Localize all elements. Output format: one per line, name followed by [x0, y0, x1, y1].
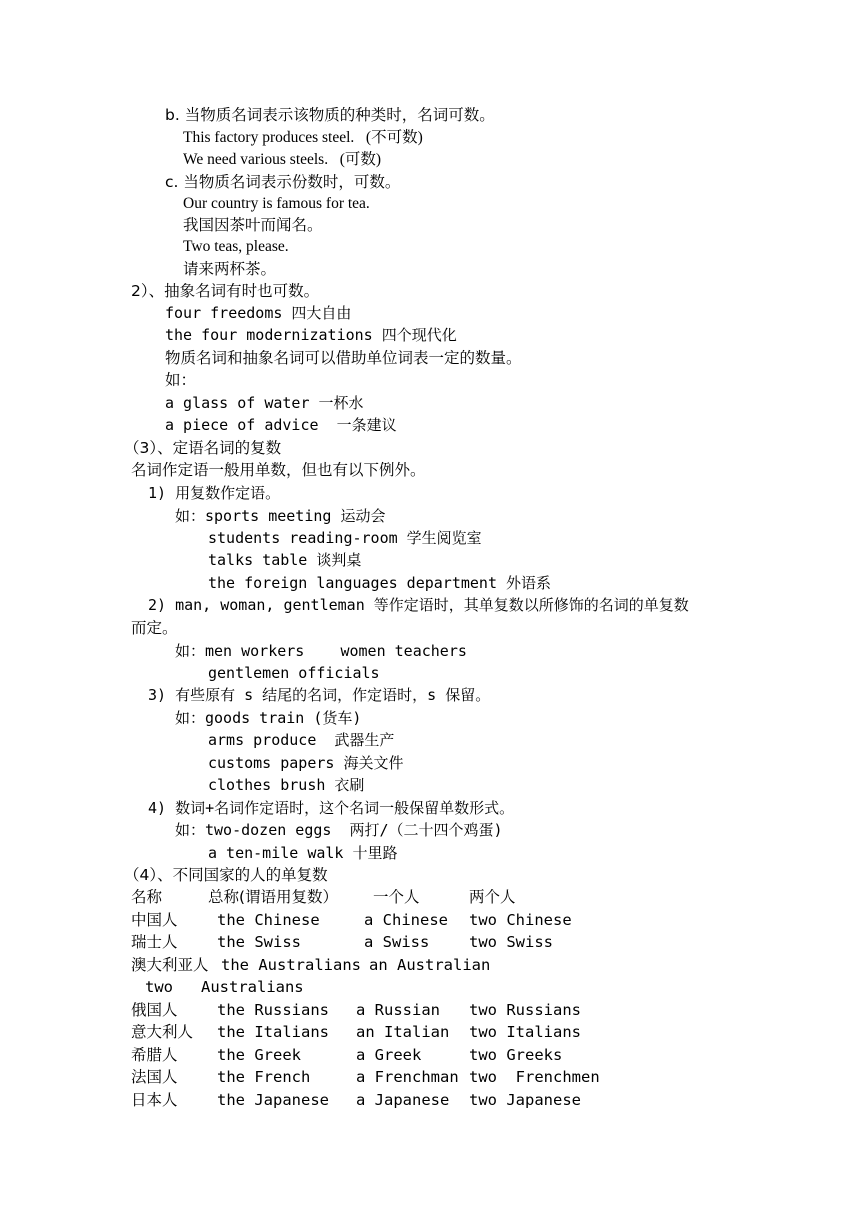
attributive-point-3-example-2: arms produce 武器生产 [208, 731, 395, 749]
nationality-two-persons: two Australians [145, 978, 304, 996]
nationality-two-persons: two Japanese [469, 1091, 581, 1109]
nationality-collective: the Russians [217, 1001, 329, 1019]
attributive-point-3-example-3: customs papers 海关文件 [208, 754, 404, 772]
abstract-example-intro: 如： [165, 371, 197, 389]
column-header-two-persons: 两个人 [469, 888, 516, 906]
attributive-point-4-example-2: a ten-mile walk 十里路 [208, 844, 398, 862]
attributive-point-1-example-3: talks table 谈判桌 [208, 551, 362, 569]
attributive-point-3-example-1: 如：goods train (货车) [175, 709, 362, 727]
nationality-name: 日本人 [131, 1091, 178, 1109]
column-header-collective: 总称(谓语用复数） [208, 888, 339, 906]
nationality-two-persons: two Chinese [469, 911, 572, 929]
nationality-name: 俄国人 [131, 1001, 178, 1019]
material-b-heading: b. 当物质名词表示该物质的种类时，名词可数。 [165, 106, 495, 124]
column-header-one-person: 一个人 [373, 888, 420, 906]
nationality-two-persons: two Frenchmen [469, 1068, 600, 1086]
nationality-name: 澳大利亚人 [131, 956, 209, 974]
nationality-two-persons: two Russians [469, 1001, 581, 1019]
attributive-point-1-example-4: the foreign languages department 外语系 [208, 574, 552, 592]
abstract-example-2: the four modernizations 四个现代化 [165, 326, 457, 344]
nationality-collective: the French [217, 1068, 311, 1086]
attributive-point-3-example-4: clothes brush 衣刷 [208, 776, 365, 794]
nationality-collective: the Chinese [217, 911, 320, 929]
abstract-note: 物质名词和抽象名词可以借助单位词表一定的数量。 [165, 349, 522, 367]
nationality-collective: the Swiss [217, 933, 301, 951]
nationality-collective: the Greek [217, 1046, 301, 1064]
material-b-example-1: This factory produces steel. (不可数) [183, 129, 423, 146]
nationality-name: 瑞士人 [131, 933, 178, 951]
abstract-heading: 2）、抽象名词有时也可数。 [131, 282, 320, 300]
nationality-name: 中国人 [131, 911, 178, 929]
material-c-heading: c. 当物质名词表示份数时，可数。 [165, 173, 401, 191]
nationality-collective: the Australians [221, 956, 361, 974]
nationality-heading: （4）、不同国家的人的单复数 [124, 866, 328, 884]
nationality-one-person: a Greek [356, 1046, 422, 1064]
attributive-point-1-example-1: 如：sports meeting 运动会 [175, 507, 386, 525]
nationality-two-persons: two Greeks [469, 1046, 563, 1064]
nationality-name: 意大利人 [131, 1023, 194, 1041]
attributive-point-3-heading: 3) 有些原有 s 结尾的名词，作定语时，s 保留。 [148, 686, 491, 704]
attributive-point-4-example-1: 如：two-dozen eggs 两打/（二十四个鸡蛋) [175, 821, 503, 839]
material-c-example-1: Our country is famous for tea. [183, 195, 370, 212]
attributive-point-4-heading: 4) 数词+名词作定语时，这个名词一般保留单数形式。 [148, 799, 515, 817]
attributive-intro: 名词作定语一般用单数，但也有以下例外。 [131, 461, 426, 479]
nationality-name: 希腊人 [131, 1046, 178, 1064]
abstract-example-1: four freedoms 四大自由 [165, 304, 352, 322]
nationality-one-person: a Swiss [364, 933, 430, 951]
nationality-collective: the Japanese [217, 1091, 329, 1109]
attributive-point-2-example-1: 如：men workers women teachers [175, 642, 467, 660]
abstract-example-3: a glass of water 一杯水 [165, 394, 364, 412]
nationality-one-person: a Frenchman [356, 1068, 459, 1086]
material-c-example-2-translation: 请来两杯茶。 [183, 260, 277, 278]
attributive-point-2-example-2: gentlemen officials [208, 664, 380, 682]
column-header-name: 名称 [131, 888, 163, 906]
attributive-point-2-heading: 2) man, woman, gentleman 等作定语时，其单复数以所修饰的名词的单复数 [148, 596, 689, 614]
nationality-one-person: a Japanese [356, 1091, 450, 1109]
nationality-one-person: a Chinese [364, 911, 448, 929]
material-c-example-2: Two teas, please. [183, 238, 289, 255]
nationality-two-persons: two Swiss [469, 933, 553, 951]
attributive-point-1-example-2: students reading-room 学生阅览室 [208, 529, 482, 547]
material-b-example-2: We need various steels. (可数) [183, 151, 382, 168]
material-c-example-1-translation: 我国因茶叶而闻名。 [183, 216, 323, 234]
attributive-point-2-continuation: 而定。 [131, 619, 178, 637]
nationality-two-persons: two Italians [469, 1023, 581, 1041]
nationality-one-person: an Australian [369, 956, 491, 974]
nationality-name: 法国人 [131, 1068, 178, 1086]
attributive-heading: （3）、定语名词的复数 [124, 439, 282, 457]
attributive-point-1-heading: 1) 用复数作定语。 [148, 484, 281, 502]
nationality-one-person: a Russian [356, 1001, 440, 1019]
abstract-example-4: a piece of advice 一条建议 [165, 416, 397, 434]
nationality-one-person: an Italian [356, 1023, 450, 1041]
nationality-collective: the Italians [217, 1023, 329, 1041]
